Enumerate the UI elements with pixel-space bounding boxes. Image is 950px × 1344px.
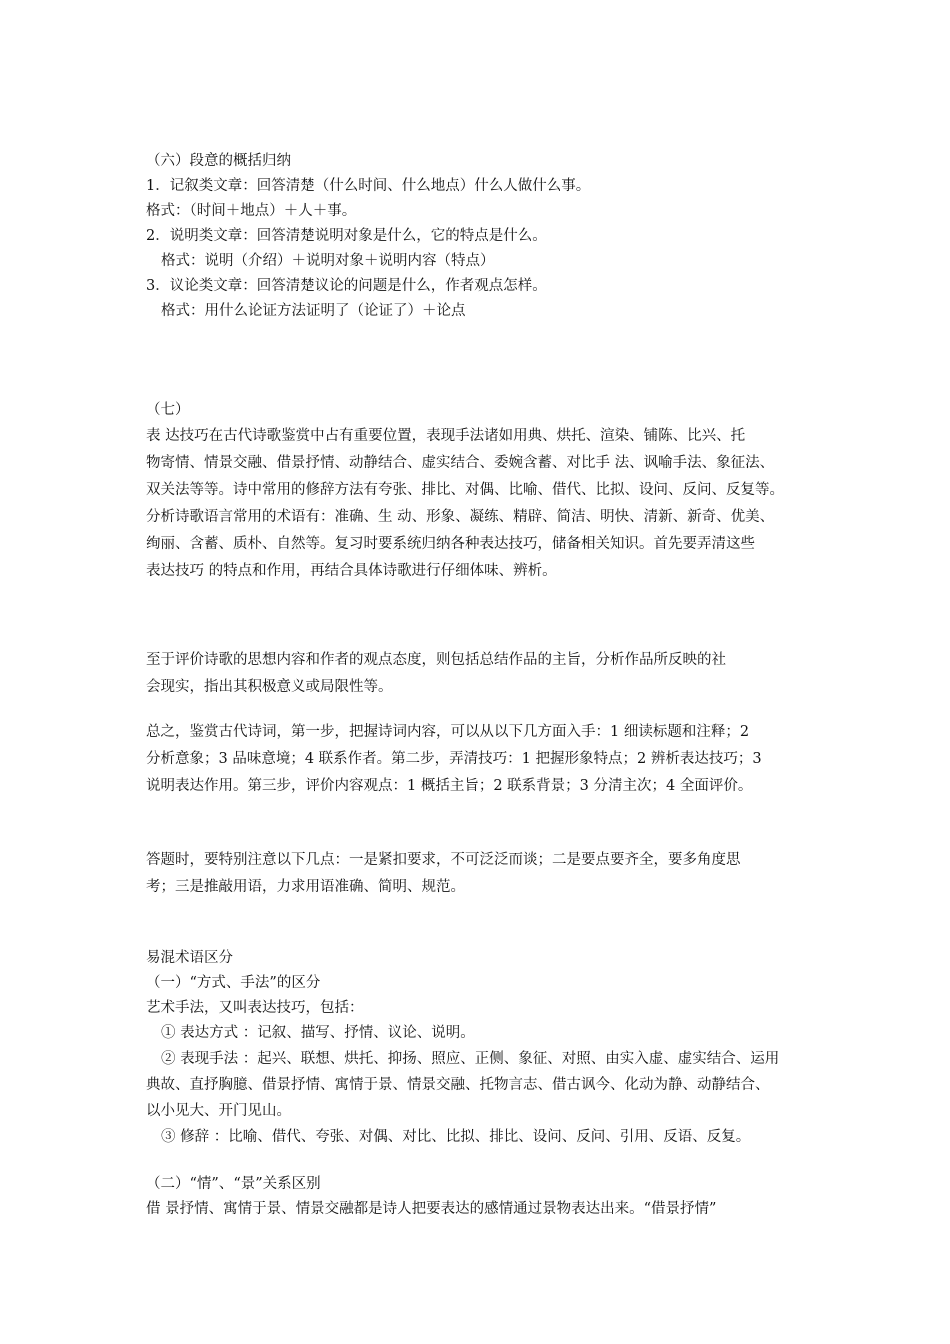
section-7-title: （七）	[146, 402, 190, 418]
terms-last-line: 借 景抒情、寓情于景、情景交融都是诗人把要表达的感情通过景物表达出来。“借景抒情”	[146, 1201, 717, 1217]
section-6-title: （六）段意的概括归纳	[146, 153, 291, 169]
section-7-line: 分析诗歌语言常用的术语有：准确、生 动、形象、凝练、精辟、简洁、明快、清新、新奇、优美、	[146, 509, 775, 525]
section-6-line-1: 1．记叙类文章：回答清楚（什么时间、什么地点）什么人做什么事。	[146, 178, 591, 194]
summary-paragraph-line: 分析意象；3 品味意境；4 联系作者。第二步，弄清技巧：1 把握形象特点；2 辨析表达技巧；3	[146, 751, 762, 767]
summary-paragraph-line: 总之，鉴赏古代诗词，第一步，把握诗词内容，可以从以下几方面入手：1 细读标题和注释；2	[146, 724, 750, 740]
evaluation-paragraph-line: 至于评价诗歌的思想内容和作者的观点态度，则包括总结作品的主旨，分析作品所反映的社	[146, 652, 726, 668]
terms-title: 易混术语区分	[146, 950, 233, 966]
terms-item-3: ③ 修辞 ：比喻、借代、夸张、对偶、对比、比拟、排比、设问、反问、引用、反语、反复。	[161, 1129, 751, 1145]
section-7-line: 物寄情、情景交融、借景抒情、动静结合、虚实结合、委婉含蓄、对比手 法、讽喻手法、象征法、	[146, 455, 775, 471]
section-6-line-5: 3．议论类文章：回答清楚议论的问题是什么，作者观点怎样。	[146, 278, 547, 294]
terms-intro: 艺术手法，又叫表达技巧，包括：	[146, 1000, 364, 1016]
answer-tips-line: 考；三是推敲用语，力求用语准确、简明、规范。	[146, 879, 465, 895]
section-7-line: 表 达技巧在古代诗歌鉴赏中占有重要位置，表现手法诸如用典、烘托、渲染、铺陈、比兴、托	[146, 428, 746, 444]
evaluation-paragraph-line: 会现实，指出其积极意义或局限性等。	[146, 679, 393, 695]
section-6-line-4: 格式：说明（介绍）＋说明对象＋说明内容（特点）	[161, 253, 495, 269]
terms-item-2: ② 表现手法 ：起兴、联想、烘托、抑扬、照应、正侧、象征、对照、由实入虚、虚实结合、运用	[161, 1051, 780, 1067]
terms-subheading-1: （一）“方式、手法”的区分	[146, 975, 321, 991]
terms-item-2-continued: 以小见大、开门见山。	[146, 1103, 291, 1119]
section-6-line-3: 2．说明类文章：回答清楚说明对象是什么，它的特点是什么。	[146, 228, 547, 244]
section-6-line-2: 格式：（时间＋地点）＋人＋事。	[146, 203, 357, 219]
section-7-line: 绚丽、含蓄、质朴、自然等。复习时要系统归纳各种表达技巧，储备相关知识。首先要弄清这些	[146, 536, 755, 552]
answer-tips-line: 答题时，要特别注意以下几点：一是紧扣要求，不可泛泛而谈；二是要点要齐全，要多角度思	[146, 852, 741, 868]
section-7-line: 表达技巧 的特点和作用，再结合具体诗歌进行仔细体味、辨析。	[146, 563, 557, 579]
section-7-line: 双关法等等。诗中常用的修辞方法有夸张、排比、对偶、比喻、借代、比拟、设问、反问、反复等。	[146, 482, 784, 498]
terms-item-2-continued: 典故、直抒胸臆、借景抒情、寓情于景、情景交融、托物言志、借古讽今、化动为静、动静结合、	[146, 1077, 770, 1093]
terms-item-1: ① 表达方式 ：记叙、描写、抒情、议论、说明。	[161, 1025, 475, 1041]
terms-subheading-2: （二）“情”、“景”关系区别	[146, 1176, 321, 1192]
section-6-line-6: 格式：用什么论证方法证明了（论证了）＋论点	[161, 303, 466, 319]
summary-paragraph-line: 说明表达作用。第三步，评价内容观点：1 概括主旨；2 联系背景；3 分清主次；4 全面评价。	[146, 778, 753, 794]
